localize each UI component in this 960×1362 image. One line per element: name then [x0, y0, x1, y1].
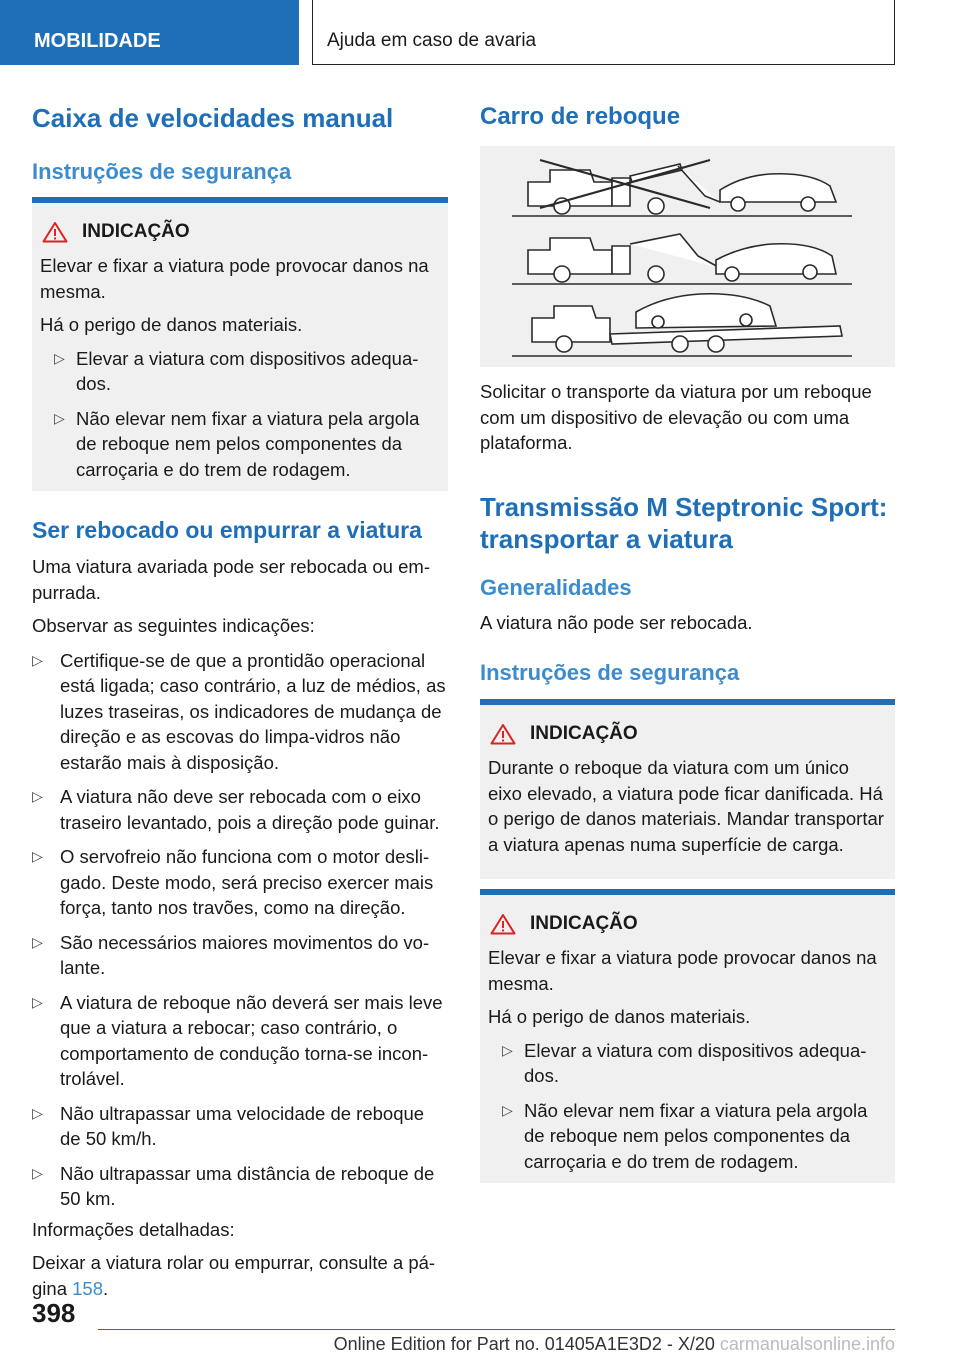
bullet-triangle-icon: ▷	[32, 651, 43, 668]
list-item: ▷ São necessários maiores movimentos do volante.	[32, 931, 430, 978]
subtitle-safety: Instruções de segurança	[32, 159, 292, 184]
list-item: ▷ Elevar a viatura com dispositivos adequados.	[502, 1039, 867, 1086]
details-text: Deixar a viatura rolar ou empurrar, consulte a página 158.	[32, 1252, 436, 1299]
section-title-transmission: Transmissão M Steptronic Sport: transportar a viatura	[480, 492, 888, 554]
bullet-triangle-icon: ▷	[32, 1164, 43, 1181]
bullet-triangle-icon: ▷	[54, 409, 65, 426]
bullet-triangle-icon: ▷	[32, 788, 43, 804]
bullet-triangle-icon: ▷	[32, 993, 43, 1010]
notice-heading	[490, 913, 887, 935]
towing-list	[32, 648, 448, 1212]
footer-divider	[98, 1329, 895, 1330]
list-item: ▷ Não ultrapassar uma velocidade de reboque de 50 km/h.	[32, 1102, 425, 1149]
page-link[interactable]: 158	[72, 1277, 103, 1299]
bullet-triangle-icon: ▷	[502, 1041, 513, 1058]
notice-box	[480, 699, 895, 879]
notice-text: Há o perigo de danos materiais.	[488, 1006, 751, 1027]
notice-list	[488, 1038, 887, 1175]
subtitle-safety-2: Instruções de segurança	[480, 660, 740, 685]
notice-box	[32, 197, 448, 491]
list-item: ▷ Não elevar nem fixar a viatura pela argola de reboque nem pelos componentes da carroçaria e do trem de rodagem.	[502, 1099, 868, 1172]
notice-text: Elevar e fixar a viatura pode provocar danos na mesma.	[40, 255, 429, 302]
tow-text: Solicitar o transporte da viatura por um reboque com um dispositivo de elevação ou com uma plataforma.	[480, 381, 872, 453]
notice-text: Durante o reboque da viatura com um único eixo elevado, a viatura pode ficar danificada. Há o perigo de danos materiais. Mandar transportar a viatura apenas numa superfície de carga.	[488, 757, 884, 855]
bullet-triangle-icon: ▷	[32, 933, 43, 950]
notice-label: INDICAÇÃO	[530, 723, 638, 744]
notice-heading	[42, 221, 440, 243]
section-title-tow-truck: Carro de reboque	[480, 103, 681, 130]
notice-label: INDICAÇÃO	[82, 221, 190, 242]
footer-edition: Online Edition for Part no. 01405A1E3D2 - X/20 carmanualsonline.info	[333, 1334, 895, 1354]
list-item: ▷ Não elevar nem fixar a viatura pela argola de reboque nem pelos componentes da carroçaria e do trem de rodagem.	[54, 407, 420, 480]
bullet-triangle-icon: ▷	[32, 1104, 43, 1121]
bullet-triangle-icon: ▷	[54, 349, 65, 366]
list-item: ▷ Elevar a viatura com dispositivos adequados.	[54, 347, 419, 394]
towing-intro: Observar as seguintes indicações:	[32, 615, 315, 636]
subtitle-general: Generalidades	[480, 575, 632, 600]
warning-icon	[490, 913, 516, 935]
notice-heading	[490, 723, 887, 745]
notice-box	[480, 889, 895, 1183]
notice-label: INDICAÇÃO	[530, 913, 638, 934]
list-item: ▷ A viatura não deve ser rebocada com o eixo traseiro levantado, pois a direção pode guinar.	[32, 786, 440, 833]
notice-text: Há o perigo de danos materiais.	[40, 314, 303, 335]
section-title-towing: Ser rebocado ou empurrar a viatura	[32, 517, 422, 543]
section-tab: MOBILIDADE	[0, 0, 299, 65]
list-item: ▷ A viatura de reboque não deverá ser mais leve que a viatura a rebocar; caso contrário, o comportamento de condução torna-se incontrolável.	[32, 991, 443, 1089]
chapter-title: Ajuda em caso de avaria	[312, 0, 895, 65]
tow-truck-illustration	[480, 146, 895, 367]
warning-icon	[490, 723, 516, 745]
towing-intro: Uma viatura avariada pode ser rebocada ou empurrada.	[32, 556, 430, 603]
general-text: A viatura não pode ser rebocada.	[480, 612, 753, 633]
notice-text: Elevar e fixar a viatura pode provocar danos na mesma.	[488, 947, 877, 994]
bullet-triangle-icon: ▷	[502, 1101, 513, 1118]
details-label: Informações detalhadas:	[32, 1218, 235, 1240]
list-item: ▷ Certifique-se de que a prontidão operacional está ligada; caso contrário, a luz de médios, as luzes traseiras, os indicadores de mudança de direção e as escovas do limpa-vidros não estarão mais à disposição.	[32, 649, 446, 773]
section-title-manual-gearbox: Caixa de velocidades manual	[32, 103, 394, 133]
footer-watermark: carmanualsonline.info	[719, 1334, 895, 1354]
list-item: ▷ O servofreio não funciona com o motor desligado. Deste modo, será preciso exercer mais força, tanto nos travões, como na direção.	[32, 846, 434, 918]
list-item: ▷ Não ultrapassar uma distância de reboque de 50 km.	[32, 1162, 435, 1209]
bullet-triangle-icon: ▷	[32, 848, 43, 864]
page-number: 398	[32, 1298, 76, 1328]
notice-list	[40, 346, 440, 483]
towing-content	[32, 554, 448, 1301]
tow-truck-diagram	[480, 146, 895, 367]
warning-icon	[42, 221, 68, 243]
